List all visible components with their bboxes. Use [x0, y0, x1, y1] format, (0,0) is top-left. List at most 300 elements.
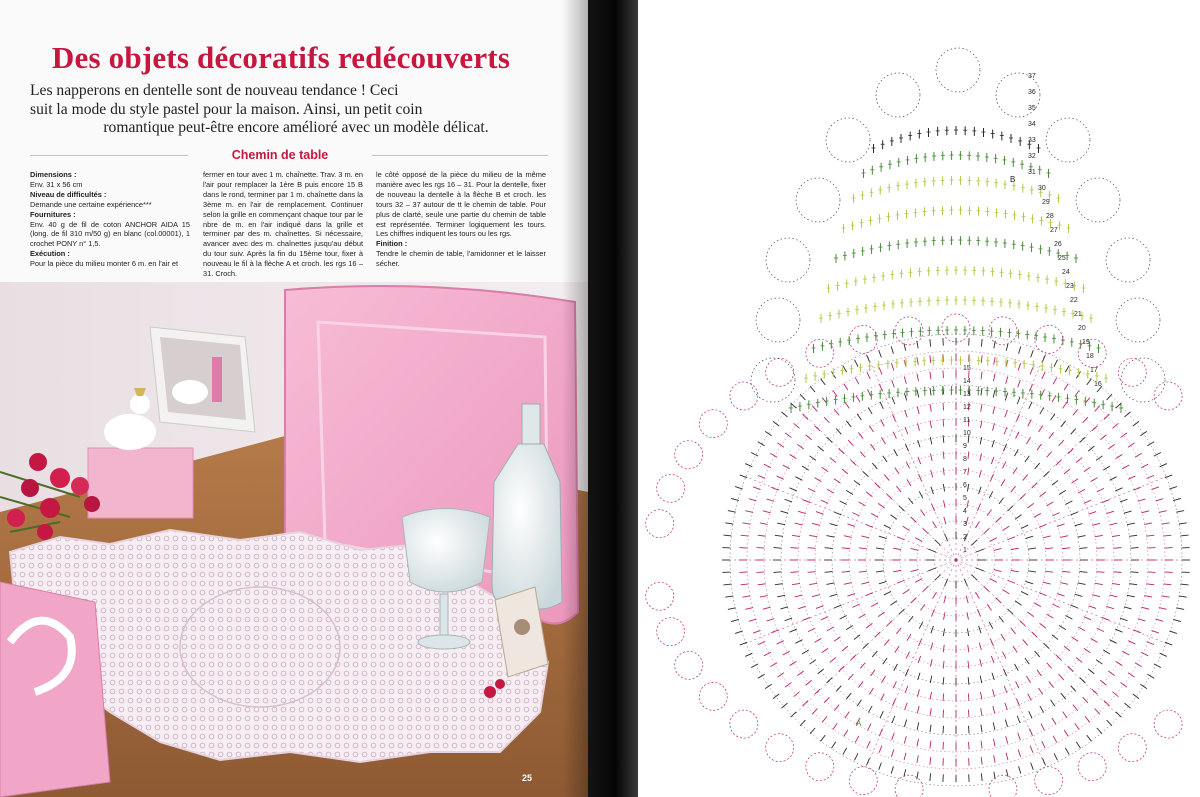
stitch-mark	[1076, 458, 1082, 463]
stitch-mark	[1064, 384, 1068, 391]
stitch-mark	[1049, 681, 1054, 687]
stitch-mark	[994, 548, 1002, 550]
stitch-mark	[834, 705, 839, 711]
stitch-mark	[1162, 523, 1170, 524]
stitch-mark	[1131, 548, 1139, 549]
stitch-mark	[1121, 682, 1127, 687]
stitch-mark	[834, 409, 839, 415]
stitch-mark	[943, 370, 944, 378]
stitch-mark	[1056, 655, 1062, 660]
stitch-mark	[899, 609, 905, 614]
stitch-mark	[994, 341, 995, 348]
stitch-mark	[866, 492, 872, 497]
stitch-mark	[1016, 699, 1019, 706]
row-number: 11	[963, 417, 971, 424]
stitch-mark	[1047, 452, 1052, 458]
stitch-mark	[945, 579, 948, 586]
stitch-mark	[1044, 471, 1050, 476]
row-number: 37	[1028, 73, 1036, 80]
execution-value: Pour la pièce du milieu monter 6 m. en l'air et	[30, 259, 179, 269]
stitch-mark	[847, 524, 855, 527]
stitch-mark	[1057, 524, 1065, 527]
stitch-mark	[785, 682, 791, 687]
intro-line: suit la mode du style pastel pour la maison. Ainsi, un petit coin	[30, 100, 423, 118]
stitch-mark	[993, 407, 995, 414]
stitch-mark	[1060, 583, 1068, 585]
stitch-mark	[993, 374, 995, 381]
stitch-mark	[1005, 393, 1007, 400]
stitch-mark	[773, 548, 781, 549]
stitch-mark	[1075, 524, 1083, 526]
stitch-mark	[884, 639, 889, 645]
stitch-mark	[945, 534, 948, 541]
stitch-mark	[1125, 412, 1131, 417]
stitch-mark	[723, 584, 731, 585]
stitch-mark	[758, 475, 765, 478]
row-number: 5	[963, 495, 967, 502]
edging-scallop	[766, 238, 810, 282]
edging-scallop	[646, 510, 674, 538]
stitch-mark	[981, 404, 982, 412]
stitch-mark	[854, 360, 857, 367]
stitch-mark	[991, 457, 994, 464]
stitch-mark	[931, 487, 933, 494]
edging-scallop	[826, 118, 870, 162]
stitch-mark	[1011, 486, 1016, 492]
stitch-mark	[1018, 380, 1021, 387]
stitch-mark	[1144, 523, 1152, 524]
stitch-mark	[1120, 618, 1127, 621]
dimensions-value: Env. 31 x 56 cm	[30, 179, 83, 189]
stitch-mark	[1173, 498, 1181, 500]
stitch-mark	[1040, 706, 1044, 713]
stitch-mark	[1039, 426, 1043, 432]
stitch-mark	[904, 376, 906, 383]
stitch-mark	[855, 377, 859, 384]
stitch-mark	[879, 581, 887, 583]
stitch-mark	[981, 708, 982, 716]
stitch-mark	[763, 511, 771, 513]
stitch-mark	[846, 693, 851, 699]
stitch-mark	[1042, 355, 1045, 362]
difficulty-value: Demande une certaine expérience***	[30, 199, 152, 209]
stitch-mark	[980, 437, 982, 444]
stitch-mark	[809, 583, 817, 584]
row-number: 2	[963, 534, 967, 541]
instructions-column-1	[30, 170, 190, 269]
stitch-mark	[758, 584, 766, 585]
stitch-mark	[1116, 454, 1123, 458]
stitch-mark	[993, 722, 995, 729]
stitch-mark	[812, 595, 820, 597]
stitch-mark	[1076, 657, 1082, 662]
stitch-mark	[867, 741, 870, 748]
stitch-mark	[1181, 535, 1189, 536]
stitch-mark	[1173, 619, 1181, 621]
stitch-mark	[1091, 478, 1098, 482]
stitch-mark	[765, 431, 772, 435]
divider-left	[30, 155, 188, 156]
edging-scallop	[1035, 325, 1063, 353]
stitch-mark	[1056, 460, 1062, 465]
stitch-mark	[881, 694, 885, 701]
stitch-mark	[809, 535, 817, 536]
stitch-mark	[1154, 452, 1161, 456]
page-title: Des objets décoratifs redécouverts	[51, 40, 511, 75]
stitch-mark	[859, 502, 866, 506]
stitch-mark	[1037, 670, 1042, 676]
stitch-mark	[854, 753, 857, 760]
stitch-mark	[812, 523, 820, 525]
stitch-mark	[1003, 669, 1006, 676]
stitch-mark	[1064, 646, 1070, 651]
stitch-mark	[944, 517, 946, 524]
stitch-mark	[844, 384, 848, 391]
stitch-mark	[1106, 606, 1114, 608]
stitch-mark	[1047, 502, 1054, 506]
stitch-mark	[797, 671, 803, 676]
stitch-mark	[976, 521, 980, 528]
stitch-mark	[893, 681, 896, 688]
stitch-mark	[1059, 625, 1066, 629]
stitch-mark	[845, 712, 849, 718]
stitch-mark	[1092, 595, 1100, 597]
stitch-mark	[920, 509, 924, 515]
stitch-mark	[808, 548, 816, 549]
stitch-mark	[844, 583, 852, 585]
stitch-mark	[814, 478, 821, 482]
stitch-mark	[1124, 607, 1132, 609]
stitch-mark	[785, 618, 792, 621]
edging-scallop	[806, 753, 834, 781]
row-number: 6	[963, 482, 967, 489]
stitch-mark	[930, 437, 932, 444]
stitch-mark	[917, 374, 919, 381]
stitch-mark	[868, 390, 872, 397]
stitch-mark	[933, 521, 937, 528]
stitch-mark	[1016, 432, 1019, 439]
edging-scallop	[796, 178, 840, 222]
row-number: 20	[1078, 325, 1086, 332]
stitch-mark	[821, 500, 828, 503]
stitch-mark	[848, 674, 853, 680]
edging-scallop	[675, 441, 703, 469]
stitch-mark	[851, 460, 857, 465]
stitch-mark	[794, 423, 800, 428]
stitch-mark	[1060, 536, 1068, 538]
stitch-mark	[856, 395, 860, 402]
stitch-mark	[1047, 614, 1054, 618]
edging-scallop	[849, 325, 877, 353]
execution-heading: Exécution :	[30, 249, 70, 259]
stitch-mark	[851, 655, 857, 660]
stitch-mark	[1028, 548, 1036, 549]
stitch-mark	[1039, 688, 1043, 694]
stitch-mark	[1079, 572, 1087, 573]
stitch-mark	[852, 604, 859, 607]
stitch-mark	[1176, 511, 1184, 513]
stitch-mark	[1018, 750, 1020, 757]
stitch-mark	[1088, 669, 1094, 674]
row-number: 10	[963, 430, 971, 437]
stitch-mark	[1045, 548, 1053, 549]
stitch-mark	[1084, 467, 1090, 471]
finish-heading: Finition :	[376, 239, 408, 249]
row-number: 18	[1086, 353, 1094, 360]
stitch-mark	[791, 712, 797, 717]
stitch-mark	[875, 483, 881, 488]
stitch-mark	[1169, 487, 1177, 490]
stitch-mark	[981, 741, 982, 749]
stitch-mark	[1076, 742, 1080, 748]
stitch-mark	[1001, 634, 1005, 641]
stitch-mark	[904, 736, 906, 743]
stitch-mark	[842, 548, 850, 549]
stitch-mark	[783, 465, 790, 469]
stitch-mark	[1108, 671, 1114, 676]
edging-scallop	[675, 651, 703, 679]
stitch-mark	[981, 372, 982, 380]
stitch-mark	[763, 607, 771, 609]
stitch-mark	[905, 444, 908, 451]
stitch-mark	[1165, 475, 1172, 478]
stitch-mark	[1059, 490, 1066, 494]
stitch-mark	[1015, 515, 1021, 519]
stitch-mark	[981, 355, 982, 363]
stitch-mark	[1027, 503, 1033, 508]
stitch-mark	[931, 470, 933, 477]
stitch-mark	[1052, 718, 1056, 725]
stitch-mark	[1095, 406, 1100, 412]
stitch-mark	[943, 693, 944, 701]
intro-paragraph	[30, 82, 562, 138]
stitch-mark	[943, 628, 944, 636]
stitch-mark	[834, 512, 841, 515]
edging-scallop	[1078, 753, 1106, 781]
instructions-column-3	[376, 170, 546, 269]
stitch-mark	[827, 678, 833, 683]
stitch-mark	[728, 511, 736, 513]
stitch-mark	[1018, 733, 1021, 740]
stitch-mark	[1023, 475, 1028, 481]
edging-scallop	[657, 618, 685, 646]
stitch-mark	[892, 699, 895, 706]
stitch-mark	[1062, 548, 1070, 549]
row-number: 29	[1042, 199, 1050, 206]
row-number: 12	[963, 404, 971, 411]
stitch-mark	[798, 606, 806, 608]
row-number: 17	[1090, 367, 1098, 374]
stitch-mark	[1004, 686, 1007, 693]
stitch-mark	[892, 380, 895, 387]
stitch-mark	[993, 706, 995, 713]
stitch-mark	[943, 710, 944, 718]
stitch-mark	[792, 583, 800, 584]
stitch-mark	[1042, 372, 1045, 379]
stitch-mark	[904, 753, 906, 760]
stitch-mark	[919, 491, 923, 498]
stitch-mark	[904, 720, 906, 727]
row-number: 16	[1094, 381, 1102, 388]
stitch-mark	[808, 572, 816, 573]
stitch-mark	[1002, 462, 1005, 469]
row-number: 14	[963, 378, 971, 385]
stitch-mark	[1156, 619, 1164, 621]
stitch-mark	[1034, 513, 1041, 517]
stitch-mark	[1061, 421, 1066, 427]
edging-scallop	[657, 474, 685, 502]
stitch-mark	[863, 643, 869, 648]
stitch-mark	[857, 414, 861, 420]
stitch-mark	[792, 535, 800, 536]
stitch-mark	[1040, 623, 1046, 628]
stitch-mark	[967, 612, 969, 619]
stitch-mark	[918, 673, 920, 680]
stitch-mark	[1095, 709, 1100, 715]
stitch-mark	[917, 357, 918, 364]
stitch-mark	[821, 379, 826, 385]
edging-scallop	[1106, 238, 1150, 282]
stitch-mark	[818, 446, 824, 451]
stitch-mark	[1004, 427, 1007, 434]
supplies-heading: Fournitures :	[30, 209, 76, 219]
red-bead	[495, 679, 505, 689]
stitch-mark	[907, 479, 911, 486]
stitch-mark	[893, 570, 901, 571]
stitch-mark	[994, 755, 995, 762]
stitch-mark	[930, 453, 932, 460]
stitch-mark	[980, 676, 982, 683]
stitch-mark	[1146, 584, 1154, 585]
stitch-mark	[1030, 746, 1033, 753]
stitch-mark	[1138, 619, 1146, 621]
stitch-mark	[1072, 479, 1079, 483]
stitch-mark	[930, 339, 931, 347]
stitch-mark	[760, 523, 768, 524]
stitch-mark	[1041, 724, 1045, 731]
stitch-mark	[1011, 570, 1019, 571]
edging-scallop	[751, 358, 795, 402]
framed-photo	[150, 327, 255, 432]
magazine-left-page	[0, 0, 588, 797]
pink-notebook	[0, 582, 110, 797]
stitch-mark	[868, 724, 872, 731]
stitch-mark	[1042, 741, 1045, 748]
stitch-mark	[1088, 446, 1094, 451]
stitch-mark	[1128, 443, 1135, 447]
stitch-mark	[1087, 379, 1092, 385]
edging-scallop	[730, 710, 758, 738]
stitch-mark	[1133, 421, 1139, 426]
stitch-mark	[827, 627, 834, 631]
stitch-mark	[1029, 729, 1032, 736]
stitch-mark	[892, 733, 895, 740]
stitch-mark	[943, 451, 944, 459]
stitch-mark	[931, 626, 933, 633]
row-number: 32	[1028, 153, 1036, 160]
stitch-mark	[808, 628, 815, 631]
stitch-mark	[981, 757, 982, 765]
stitch-mark	[968, 693, 969, 701]
stitch-mark	[943, 403, 944, 411]
stitch-mark	[833, 723, 838, 729]
stitch-mark	[1042, 758, 1045, 765]
stitch-mark	[816, 606, 824, 609]
stitch-mark	[992, 440, 994, 447]
stitch-mark	[830, 594, 838, 596]
stitch-mark	[866, 758, 869, 765]
stitch-mark	[1028, 571, 1036, 572]
stitch-mark	[891, 750, 893, 757]
stitch-mark	[1031, 350, 1034, 357]
stitch-mark	[1116, 661, 1123, 665]
stitch-mark	[765, 684, 772, 688]
stitch-mark	[1121, 433, 1127, 438]
stitch-mark	[1083, 417, 1088, 423]
stitch-mark	[987, 509, 991, 515]
stitch-mark	[884, 591, 891, 594]
stitch-mark	[876, 571, 884, 572]
stitch-mark	[1016, 681, 1019, 688]
stitch-mark	[824, 697, 829, 703]
stitch-mark	[969, 742, 970, 750]
edging-scallop	[699, 682, 727, 710]
stitch-mark	[858, 432, 863, 438]
stitch-mark	[777, 523, 785, 525]
stitch-mark	[919, 622, 923, 629]
stitch-mark	[859, 548, 867, 549]
stitch-mark	[1078, 627, 1085, 631]
stitch-mark	[764, 464, 771, 468]
stitch-mark	[918, 440, 920, 447]
stitch-mark	[854, 480, 860, 485]
stitch-mark	[1078, 583, 1086, 584]
stitch-mark	[1107, 720, 1112, 726]
stitch-mark	[830, 524, 838, 526]
difficulty-heading: Niveau de difficultés :	[30, 189, 107, 199]
stitch-mark	[1112, 583, 1120, 584]
stitch-mark	[1075, 723, 1080, 729]
finish-value: Tendre le chemin de table, l'amidonner et le laisser sécher.	[376, 249, 546, 269]
supplies-value: Env. 40 g de fil de coton ANCHOR AIDA 15 (long. de fil 310 m/50 g) en blanc (col.00001), 1 crochet PONY n° 1,5.	[30, 219, 190, 249]
stitch-mark	[908, 616, 913, 622]
stitch-mark	[1051, 414, 1055, 420]
edging-scallop	[806, 339, 834, 367]
stitch-mark	[943, 435, 944, 443]
stitch-mark	[1102, 617, 1109, 620]
stitch-mark	[979, 487, 981, 494]
crochet-chart	[638, 0, 1200, 797]
stitch-mark	[1019, 346, 1021, 353]
stitch-mark	[1112, 692, 1118, 697]
stitch-mark	[1020, 620, 1026, 625]
stitch-mark	[944, 612, 946, 619]
stitch-mark	[1075, 390, 1080, 396]
stitch-mark	[800, 720, 805, 726]
row-number: 33	[1028, 137, 1036, 144]
section-heading: Chemin de table	[231, 148, 329, 162]
edging-scallop	[766, 358, 794, 386]
stitch-mark	[840, 616, 847, 620]
stitch-mark	[968, 661, 969, 669]
row-number: 27	[1050, 227, 1058, 234]
stitch-mark	[818, 669, 824, 674]
stitch-mark	[830, 657, 836, 662]
stitch-mark	[1030, 367, 1033, 374]
stitch-mark	[760, 596, 768, 597]
row-number: 22	[1070, 297, 1078, 304]
stitch-mark	[822, 648, 828, 652]
